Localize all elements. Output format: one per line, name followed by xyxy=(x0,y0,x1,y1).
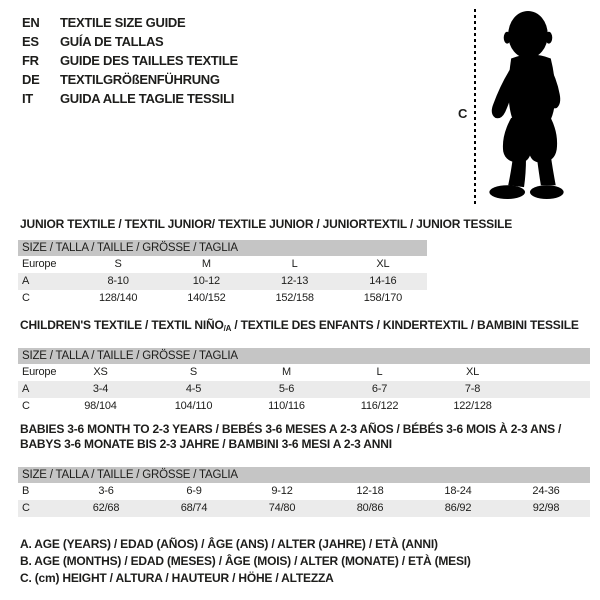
value-cell: 10-12 xyxy=(192,275,220,287)
size-cell: S xyxy=(114,258,122,270)
value-cell: 5-6 xyxy=(278,383,295,395)
row-spacer xyxy=(519,398,590,415)
table-row xyxy=(18,273,427,290)
value-cell: 9-12 xyxy=(271,485,293,497)
size-header-bar: SIZE / TALLA / TAILLE / GRÖSSE / TAGLIA xyxy=(18,467,590,483)
size-cell: XS xyxy=(93,366,108,378)
row-spacer xyxy=(519,364,590,381)
language-code: IT xyxy=(22,91,33,106)
value-cell: 24-36 xyxy=(532,485,560,497)
babies-title-line1: BABIES 3-6 MONTH TO 2-3 YEARS / BEBÉS 3-6 MESES A 2-3 AÑOS / BÉBÉS 3-6 MOIS À 2-3 ANS / xyxy=(20,422,562,436)
language-title: GUIDA ALLE TAGLIE TESSILI xyxy=(60,91,235,106)
table-row xyxy=(18,500,590,517)
size-header-bar: SIZE / TALLA / TAILLE / GRÖSSE / TAGLIA xyxy=(18,348,590,364)
size-cell: L xyxy=(291,258,298,270)
junior-table xyxy=(18,240,427,307)
language-row-es xyxy=(22,32,238,51)
language-code: EN xyxy=(22,15,40,30)
row-label: Europe xyxy=(22,366,57,378)
value-cell: 62/68 xyxy=(92,502,120,514)
table-row xyxy=(18,364,590,381)
row-label: C xyxy=(22,292,30,304)
language-code: DE xyxy=(22,72,40,87)
value-cell: 14-16 xyxy=(369,275,397,287)
value-cell: 140/152 xyxy=(187,292,226,304)
size-header-bar: SIZE / TALLA / TAILLE / GRÖSSE / TAGLIA xyxy=(18,240,427,256)
table-row xyxy=(18,256,427,273)
footnote-a: A. AGE (YEARS) / EDAD (AÑOS) / ÂGE (ANS) / ALTER (JAHRE) / ETÀ (ANNI) xyxy=(20,537,438,551)
value-cell: 104/110 xyxy=(174,400,213,412)
value-cell: 68/74 xyxy=(180,502,208,514)
value-cell: 6-9 xyxy=(186,485,202,497)
value-cell: 92/98 xyxy=(532,502,560,514)
table-row xyxy=(18,398,590,415)
row-label: Europe xyxy=(22,258,57,270)
row-spacer xyxy=(519,381,590,398)
size-cell: XL xyxy=(376,258,390,270)
value-cell: 158/170 xyxy=(363,292,403,304)
value-cell: 4-5 xyxy=(185,383,202,395)
value-cell: 116/122 xyxy=(360,400,399,412)
row-label: B xyxy=(22,485,30,497)
size-cell: XL xyxy=(465,366,480,378)
children-title-subscript: /A xyxy=(223,324,232,333)
children-title-text: CHILDREN'S TEXTILE / TEXTIL NIÑO xyxy=(20,318,224,332)
value-cell: 98/104 xyxy=(84,400,117,412)
children-title-text: / TEXTILE DES ENFANTS / KINDERTEXTIL / BAMBINI TESSILE xyxy=(231,318,579,332)
value-cell: 86/92 xyxy=(444,502,472,514)
footnotes xyxy=(20,536,471,587)
table-row xyxy=(18,483,590,500)
size-cell: M xyxy=(282,366,291,378)
row-label: C xyxy=(22,502,30,514)
babies-table xyxy=(18,467,590,517)
children-table-title xyxy=(20,318,579,333)
size-cell: S xyxy=(189,366,198,378)
language-title: GUÍA DE TALLAS xyxy=(60,34,164,49)
children-table xyxy=(18,348,590,415)
height-label-c: C xyxy=(458,106,468,121)
value-cell: 3-4 xyxy=(92,383,109,395)
value-cell: 12-18 xyxy=(356,485,384,497)
language-row-it xyxy=(22,89,238,108)
language-title: TEXTILGRÖßENFÜHRUNG xyxy=(60,72,220,87)
baby-silhouette xyxy=(486,7,568,205)
babies-title-line2: BABYS 3-6 MONATE BIS 2-3 JAHRE / BAMBINI 3-6 MESI A 2-3 ANNI xyxy=(20,437,392,451)
language-list xyxy=(22,13,238,108)
value-cell: 12-13 xyxy=(281,275,309,287)
size-cell: M xyxy=(201,258,211,270)
language-row-fr xyxy=(22,51,238,70)
value-cell: 74/80 xyxy=(268,502,296,514)
value-cell: 128/140 xyxy=(98,292,138,304)
language-code: FR xyxy=(22,53,39,68)
junior-table-title: JUNIOR TEXTILE / TEXTIL JUNIOR/ TEXTILE JUNIOR / JUNIORTEXTIL / JUNIOR TESSILE xyxy=(20,217,513,231)
language-title: GUIDE DES TAILLES TEXTILE xyxy=(60,53,238,68)
table-row xyxy=(18,290,427,307)
language-code: ES xyxy=(22,34,39,49)
value-cell: 8-10 xyxy=(107,275,129,287)
value-cell: 110/116 xyxy=(268,400,305,412)
size-cell: L xyxy=(376,366,383,378)
value-cell: 18-24 xyxy=(444,485,472,497)
value-cell: 7-8 xyxy=(464,383,481,395)
babies-table-title xyxy=(20,422,561,452)
value-cell: 3-6 xyxy=(98,485,114,497)
value-cell: 6-7 xyxy=(371,383,388,395)
row-label: A xyxy=(22,275,30,287)
value-cell: 122/128 xyxy=(453,400,492,412)
footnote-c: C. (cm) HEIGHT / ALTURA / HAUTEUR / HÖHE / ALTEZZA xyxy=(20,571,334,585)
language-title: TEXTILE SIZE GUIDE xyxy=(60,15,186,30)
footnote-b: B. AGE (MONTHS) / EDAD (MESES) / ÂGE (MOIS) / ALTER (MONATE) / ETÀ (MESI) xyxy=(20,554,471,568)
row-label: C xyxy=(22,400,30,412)
height-dotted-line xyxy=(474,9,476,207)
value-cell: 80/86 xyxy=(356,502,384,514)
row-label: A xyxy=(22,383,30,395)
value-cell: 152/158 xyxy=(275,292,314,304)
table-row xyxy=(18,381,590,398)
language-row-en xyxy=(22,13,238,32)
language-row-de xyxy=(22,70,238,89)
